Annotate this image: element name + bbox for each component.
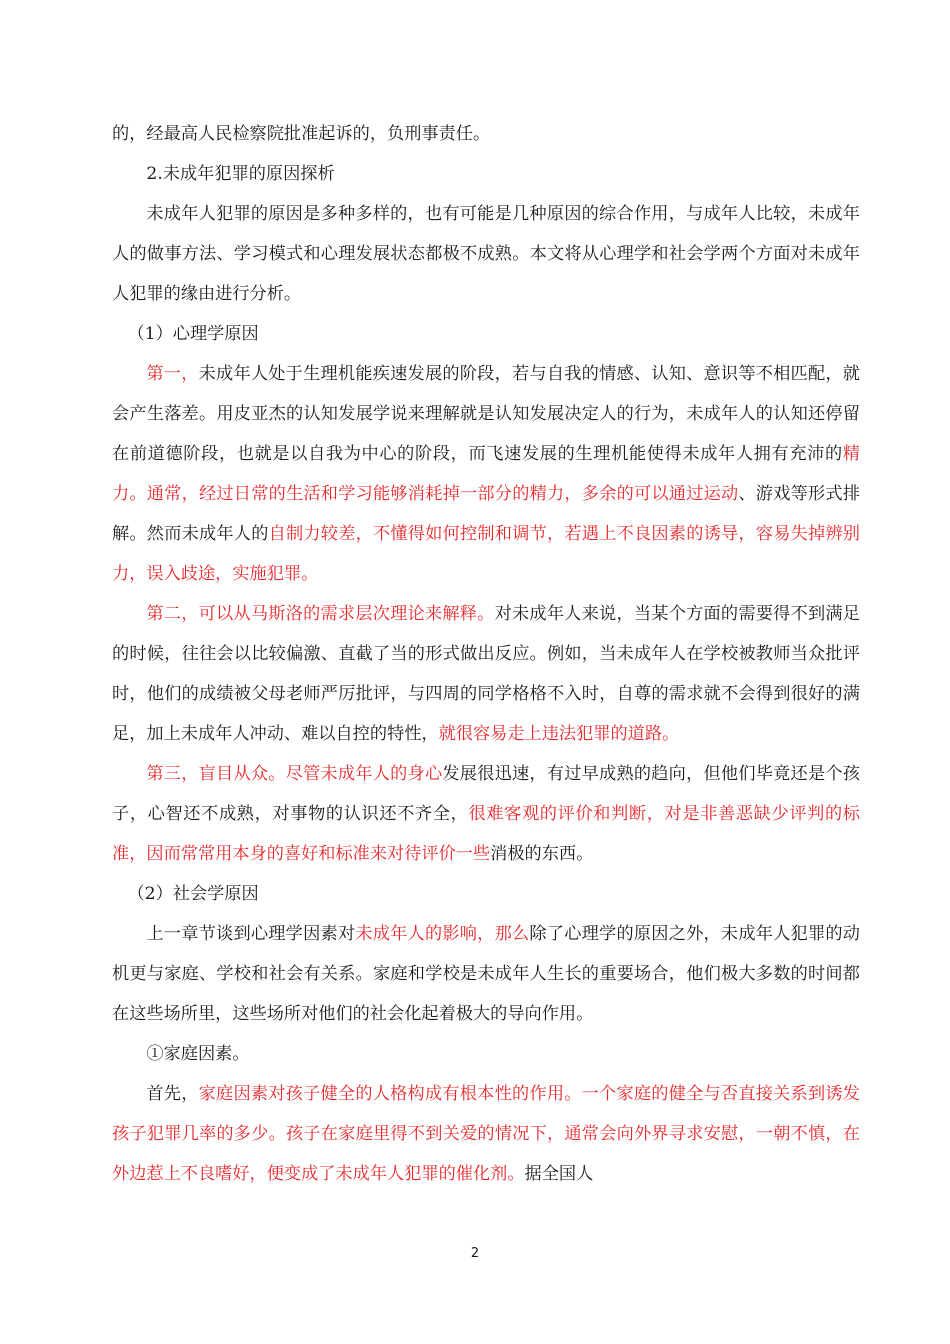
paragraph-p-second: [112, 594, 860, 754]
body-text: 的，经最高人民检察院批准起诉的，负刑事责任。: [112, 124, 491, 144]
paragraph-p-third: [112, 754, 860, 874]
highlighted-text: 第一，: [146, 364, 199, 384]
highlighted-text: 第二，可以从马斯洛的需求层次理论来解释。: [146, 604, 495, 624]
body-text: 未成年人犯罪的原因是多种多样的，也有可能是几种原因的综合作用，与成年人比较，未成年人的做事方法、学习模式和心理发展状态都极不成熟。本文将从心理学和社会学两个方面对未成年人犯罪的缘由进行分析。: [112, 204, 860, 304]
body-text: 未成年人处于生理机能疾速发展的阶段，若与自我的情感、认知、意识等不相匹配，就会产生落差。用皮亚杰的认知发展学说来理解就是认知发展决定人的行为，未成年人的认知还停留在前道德阶段，也就是以自我为中心的阶段，而飞速发展的生理机能使得未成年人拥有充沛的: [112, 364, 860, 464]
highlighted-text: 自制力较差，不懂得如何控制和调节，若遇上不良因素的诱导，容易失掉辨别力，误入歧途，实施犯罪。: [112, 524, 860, 584]
highlighted-text: 家庭因素对孩子健全的人格构成有根本性的作用。一个家庭的健全与否直接关系到诱发孩子犯罪几率的多少。孩子在家庭里得不到关爱的情况下，通常会向外界寻求安慰，一朝不慎，在外边惹上不良嗜好，便变成了未成年人犯罪的催化剂。: [112, 1084, 860, 1184]
document-body: [112, 114, 860, 1194]
highlighted-text: 未成年人的影响，那么: [355, 924, 530, 944]
paragraph-heading-2: [112, 154, 860, 194]
body-text: 对未成年人来说，当某个方面的需要得不到满足的时候，往往会以比较偏激、直截了当的形式做出反应。例如，当未成年人在学校被教师当众批评时，他们的成绩被父母老师严厉批评，与四周的同学格格不入时，自尊的需求就不会得到很好的满足，加上未成年人冲动、难以自控的特性，: [112, 604, 860, 744]
body-text: 上一章节谈到心理学因素对: [146, 924, 356, 944]
paragraph-p-cont: [112, 114, 860, 154]
paragraph-p-intro: [112, 194, 860, 314]
body-text: 2.未成年犯罪的原因探析: [146, 164, 335, 184]
highlighted-text: 就很容易走上违法犯罪的道路。: [438, 724, 680, 744]
body-text: 发展很迅速，有过早成熟的趋向，但他们毕竟还是个孩子，心智还不成熟，对事物的认识还不齐全，: [112, 764, 860, 824]
body-text: 除了心理学的原因之外，未成年人犯罪的动机更与家庭、学校和社会有关系。家庭和学校是未成年人生长的重要场合，他们极大多数的时间都在这些场所里，这些场所对他们的社会化起着极大的导向作用。: [112, 924, 860, 1024]
highlighted-text: 第三，盲目从众。尽管未成年人的身心: [146, 764, 443, 784]
page-number: 2: [470, 1246, 480, 1261]
paragraph-p-social: [112, 914, 860, 1034]
highlighted-text: 很难客观的评价和判断，对是非善恶缺少评判的标准，因而常常用本身的喜好和标准来对待评价一些: [112, 804, 860, 864]
body-text: ①家庭因素。: [146, 1044, 250, 1064]
body-text: 据全国人: [524, 1164, 594, 1184]
paragraph-subheading-1: [112, 314, 860, 354]
paragraph-subheading-2: [112, 874, 860, 914]
body-text: 首先，: [146, 1084, 199, 1104]
body-text: 消极的东西。: [490, 844, 594, 864]
body-text: （2）社会学原因: [127, 884, 259, 904]
body-text: （1）心理学原因: [127, 324, 259, 344]
paragraph-subheading-3: [112, 1034, 860, 1074]
paragraph-p-first: [112, 354, 860, 594]
highlighted-text: 精力。通常，经过日常的生活和学习能够消耗掉一部分的精力，多余的可以通过运动: [112, 444, 860, 504]
body-text: 、游戏等形式排解。然而未成年人的: [112, 484, 860, 544]
paragraph-p-family: [112, 1074, 860, 1194]
